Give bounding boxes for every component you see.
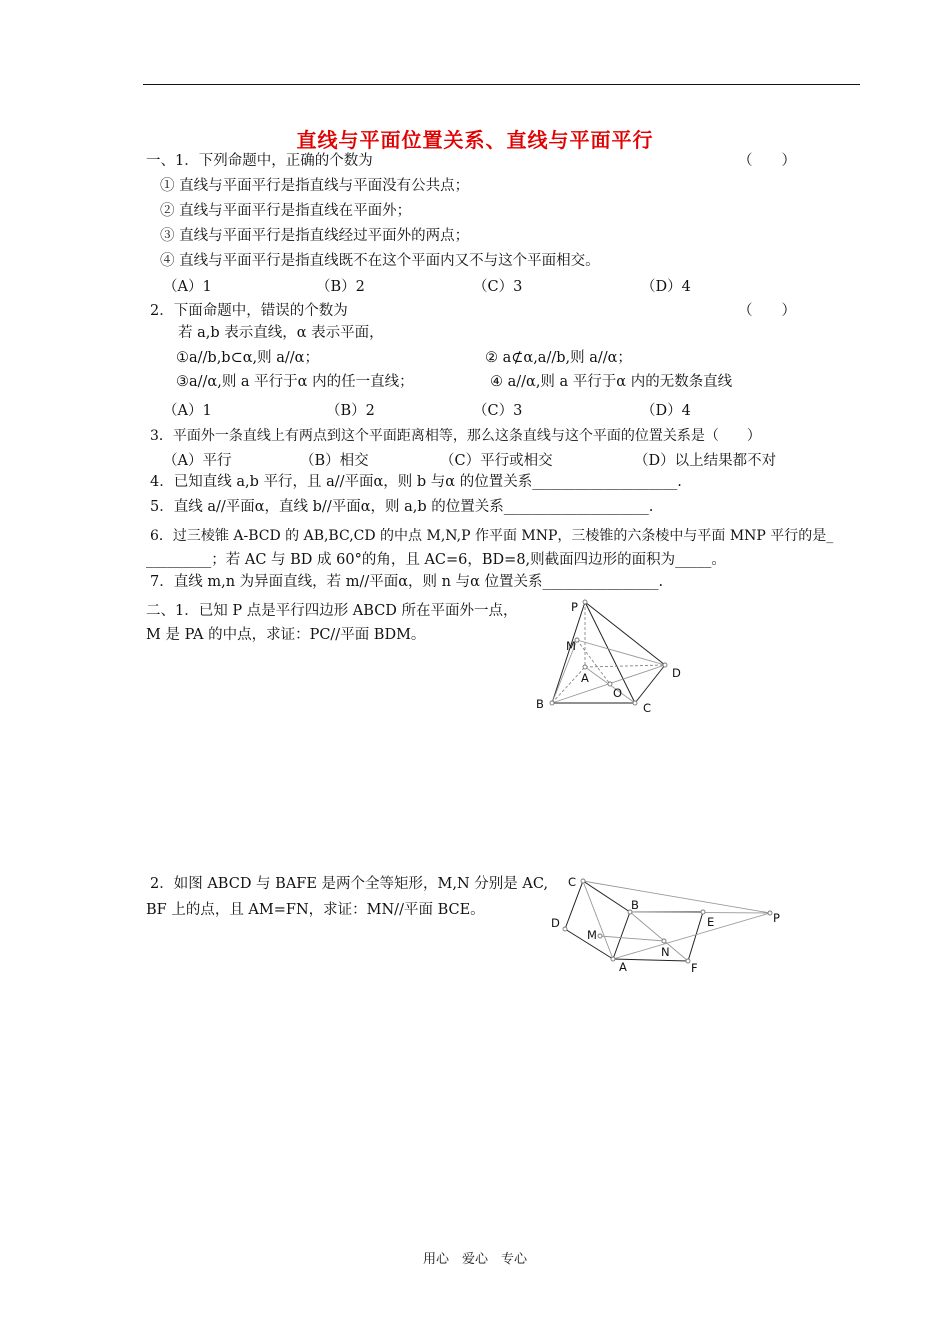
label-p: P	[773, 911, 780, 925]
label-c: C	[568, 875, 577, 889]
label-b: B	[631, 898, 639, 912]
q2-stem: 2．下面命题中，错误的个数为	[150, 303, 348, 319]
q1-option-b: （B）2	[316, 279, 365, 295]
q2-option-a: （A）1	[163, 403, 212, 419]
q2-item-3: ③a//α,则 a 平行于α 内的任一直线；	[176, 374, 414, 390]
rectangles-figure	[545, 871, 785, 977]
q1-item-3: ③ 直线与平面平行是指直线经过平面外的两点；	[160, 228, 470, 244]
q3-option-d: （D）以上结果都不对	[634, 453, 777, 469]
q4-text: 4．已知直线 a,b 平行，且 a//平面α，则 b 与α 的位置关系____________________.	[150, 474, 682, 490]
label-f: F	[691, 961, 698, 975]
q2-option-c: （C）3	[473, 403, 523, 419]
q2-answer-bracket: （ ）	[738, 303, 796, 319]
label-m: M	[566, 639, 576, 653]
part2-p1-line2: M 是 PA 的中点，求证：PC//平面 BDM。	[146, 627, 426, 643]
q2-item-4: ④ a//α,则 a 平行于α 内的无数条直线	[490, 374, 733, 390]
q1-item-4: ④ 直线与平面平行是指直线既不在这个平面内又不与这个平面相交。	[160, 253, 600, 269]
q1-option-c: （C）3	[473, 279, 523, 295]
label-d: D	[672, 666, 681, 680]
page-footer: 用心 爱心 专心	[422, 1252, 527, 1267]
label-b: B	[536, 697, 544, 711]
label-n: N	[661, 945, 670, 959]
q1-option-d: （D）4	[641, 279, 691, 295]
label-p: P	[571, 600, 578, 614]
page-title: 直线与平面位置关系、直线与平面平行	[296, 128, 654, 152]
part2-p2-line1: 2．如图 ABCD 与 BAFE 是两个全等矩形，M,N 分别是 AC,	[150, 876, 549, 892]
label-d: D	[551, 916, 560, 930]
q3-stem: 3．平面外一条直线上有两点到这个平面距离相等，那么这条直线与这个平面的位置关系是（ ）	[150, 428, 761, 444]
label-o: O	[613, 686, 623, 700]
q7-text: 7．直线 m,n 为异面直线，若 m//平面α，则 n 与α 位置关系________________.	[150, 574, 664, 590]
q3-option-b: （B）相交	[300, 453, 369, 469]
part2-p1-line1: 二、1．已知 P 点是平行四边形 ABCD 所在平面外一点，	[146, 603, 518, 619]
q6-text-line1: 6．过三棱锥 A-BCD 的 AB,BC,CD 的中点 M,N,P 作平面 MNP，三棱锥的六条棱中与平面 MNP 平行的是_	[150, 528, 834, 544]
q6-text-line2: _________；若 AC 与 BD 成 60°的角，且 AC=6，BD=8,则截面四边形的面积为_____。	[146, 552, 726, 568]
q2-option-d: （D）4	[641, 403, 691, 419]
q1-item-2: ② 直线与平面平行是指直线在平面外；	[160, 203, 412, 219]
q1-answer-bracket: （ ）	[738, 153, 796, 169]
q5-text: 5．直线 a//平面α，直线 b//平面α，则 a,b 的位置关系____________________.	[150, 499, 654, 515]
label-e: E	[707, 915, 715, 929]
q1-item-1: ① 直线与平面平行是指直线与平面没有公共点；	[160, 178, 470, 194]
header-rule	[143, 84, 860, 85]
label-c: C	[643, 701, 652, 715]
label-m: M	[587, 928, 597, 942]
q1-stem: 一、1．下列命题中，正确的个数为	[146, 153, 373, 169]
q2-item-2: ② a⊄α,a//b,则 a//α；	[485, 350, 632, 366]
part2-p2-line2: BF 上的点，且 AM=FN，求证：MN//平面 BCE。	[146, 902, 485, 918]
q3-option-c: （C）平行或相交	[440, 453, 553, 469]
pyramid-figure	[530, 596, 700, 720]
q2-item-1: ①a//b,b⊂α,则 a//α；	[176, 350, 319, 366]
label-a: A	[619, 960, 627, 974]
label-a: A	[581, 671, 589, 685]
q3-option-a: （A）平行	[163, 453, 232, 469]
q1-option-a: （A）1	[163, 279, 212, 295]
q2-option-b: （B）2	[326, 403, 375, 419]
q2-given: 若 a,b 表示直线，α 表示平面，	[178, 325, 384, 341]
